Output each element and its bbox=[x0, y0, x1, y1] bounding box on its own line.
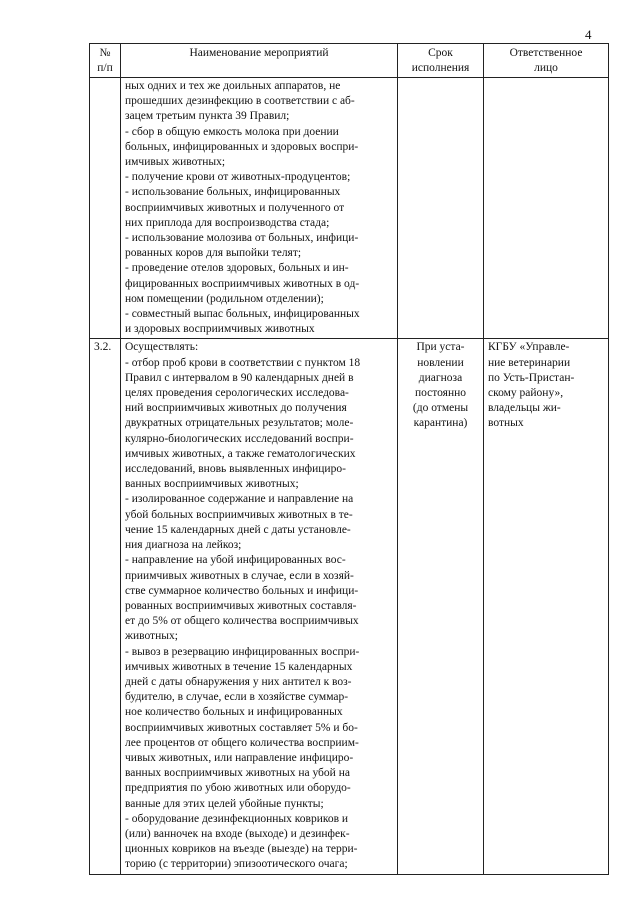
header-name-text: Наименование мероприятий bbox=[189, 47, 329, 59]
measure-text-line: исследований, вновь выявленных инфициро- bbox=[125, 463, 346, 476]
measure-text-line: больных, инфицированных и здоровых воспри- bbox=[125, 140, 359, 153]
term-cell bbox=[398, 339, 484, 874]
measure-text-line: ное количество больных и инфицированных bbox=[125, 706, 343, 719]
term-text-line: постоянно bbox=[414, 387, 467, 400]
measure-text-line: зацем третьим пункта 39 Правил; bbox=[125, 110, 290, 123]
responsible-cell bbox=[484, 78, 609, 339]
measure-text-line: предприятия по убою животных или оборудо- bbox=[125, 782, 351, 795]
responsible-text-line: КГБУ «Управле- bbox=[488, 341, 570, 354]
measure-text-line: ний восприимчивых животных до получения bbox=[125, 402, 347, 415]
term-text-line: (до отмены bbox=[412, 402, 469, 415]
measure-text-line: убой больных восприимчивых животных в те- bbox=[125, 508, 353, 521]
measure-text-line: них приплода для воспроизводства стада; bbox=[125, 216, 330, 229]
measure-text-line: - получение крови от животных-продуцентов; bbox=[125, 171, 351, 184]
measure-text-line: ном помещении (родильном отделении); bbox=[125, 292, 324, 305]
measure-cell bbox=[121, 339, 398, 874]
page-number: 4 bbox=[585, 27, 592, 42]
measure-text-line: приимчивых животных в случае, если в хозяй- bbox=[125, 569, 354, 582]
measure-text-line: кулярно-биологических исследований воспри- bbox=[125, 432, 354, 445]
plan-table bbox=[89, 43, 609, 875]
measure-text-line: имчивых животных, а также гематологических bbox=[125, 447, 356, 460]
measure-text-line: рованных восприимчивых животных составля- bbox=[125, 599, 357, 612]
measure-text-line: ных одних и тех же доильных аппаратов, не bbox=[125, 80, 341, 92]
measure-text-line: Правил с интервалом в 90 календарных дней в bbox=[125, 371, 354, 384]
header-term-line: исполнения bbox=[411, 61, 470, 74]
measure-text-line: фицированных восприимчивых животных в од- bbox=[125, 277, 360, 290]
row-number: 3.2. bbox=[94, 341, 112, 354]
measure-text-line: восприимчивых животных составляет 5% и бо- bbox=[125, 721, 358, 734]
measure-text-line: Осуществлять: bbox=[125, 341, 199, 354]
measure-text-line: - направление на убой инфицированных вос- bbox=[125, 554, 346, 567]
responsible-text-line: по Усть-Пристан- bbox=[488, 371, 575, 384]
measure-text-line: - изолированное содержание и направление на bbox=[125, 493, 354, 506]
measure-text-line: - сбор в общую емкость молока при доении bbox=[125, 125, 339, 138]
responsible-text-line: скому району», bbox=[488, 387, 564, 400]
table-row bbox=[90, 339, 609, 874]
measure-text-line: животных; bbox=[125, 630, 178, 643]
measure-text-line: имчивых животных в течение 15 календарных bbox=[125, 660, 353, 673]
measure-text-line: - вывоз в резервацию инфицированных воспри- bbox=[125, 645, 360, 658]
term-text-line: При уста- bbox=[416, 341, 465, 354]
responsible-text-line: ние ветеринарии bbox=[488, 356, 571, 369]
measure-text-line: - оборудование дезинфекционных ковриков и bbox=[125, 812, 349, 825]
responsible-cell bbox=[484, 339, 609, 874]
responsible-text-line: владельцы жи- bbox=[488, 402, 561, 415]
header-responsible-line: лицо bbox=[534, 61, 558, 74]
measure-text-line: - использование больных, инфицированных bbox=[125, 186, 341, 199]
measure-text-line: ет до 5% от общего количества восприимчивых bbox=[125, 615, 359, 628]
measure-text-line: чение 15 календарных дней с даты установле- bbox=[125, 523, 351, 536]
measure-text-line: (или) ванночек на входе (выходе) и дезинфек- bbox=[125, 827, 350, 840]
term-cell bbox=[398, 78, 484, 339]
header-num bbox=[90, 44, 121, 78]
measure-text-line: лее процентов от общего количества восприим- bbox=[125, 736, 359, 749]
measure-text-line: прошедших дезинфекцию в соответствии с аб- bbox=[125, 95, 355, 108]
row-number-cell bbox=[90, 78, 121, 339]
measure-text-line: имчивых животных; bbox=[125, 156, 226, 169]
measure-text-line: ния диагноза на лейкоз; bbox=[125, 539, 242, 552]
header-responsible-line: Ответственное bbox=[509, 47, 583, 59]
measure-text-line: ционных ковриков на въезде (выезде) на терри- bbox=[125, 843, 358, 856]
header-num-line: п/п bbox=[97, 61, 113, 74]
measure-text-line: целях проведения серологических исследова- bbox=[125, 387, 349, 400]
header-term bbox=[398, 44, 484, 78]
measure-text-line: - использование молозива от больных, инфици- bbox=[125, 232, 359, 245]
measure-text-line: - отбор проб крови в соответствии с пунктом 18 bbox=[125, 356, 361, 369]
measure-text-line: - совместный выпас больных, инфицированных bbox=[125, 308, 360, 321]
table-row bbox=[90, 78, 609, 339]
measure-text-line: восприимчивых животных и полученного от bbox=[125, 201, 345, 214]
measure-text-line: ванных восприимчивых животных на убой на bbox=[125, 767, 350, 780]
measure-text-line: и здоровых восприимчивых животных bbox=[125, 323, 315, 336]
measure-text-line: ванные для этих целей убойные пункты; bbox=[125, 797, 324, 810]
measure-text-line: торию (с территории) эпизоотического очага; bbox=[125, 858, 348, 871]
row-number-cell bbox=[90, 339, 121, 874]
header-responsible bbox=[484, 44, 609, 78]
measure-text-line: двукратных отрицательных результатов; моле- bbox=[125, 417, 354, 430]
header-term-line: Срок bbox=[428, 47, 453, 59]
measure-text-line: будителю, в случае, если в хозяйстве суммар- bbox=[125, 691, 349, 704]
measure-text-line: ванных восприимчивых животных; bbox=[125, 478, 299, 491]
measure-text-line: стве суммарное количество больных и инфици- bbox=[125, 584, 359, 597]
measure-text-line: рованных коров для выпойки телят; bbox=[125, 247, 302, 260]
measure-text-line: дней с даты обнаружения у них антител к воз- bbox=[125, 675, 352, 688]
measure-text-line: чивых животных, или направление инфициро- bbox=[125, 751, 354, 764]
header-name bbox=[121, 44, 398, 78]
term-text-line: диагноза bbox=[418, 371, 463, 384]
responsible-text-line: вотных bbox=[488, 417, 524, 430]
header-num-line: № bbox=[99, 47, 111, 59]
term-text-line: новлении bbox=[417, 356, 464, 369]
table-header-row bbox=[90, 44, 609, 78]
term-text-line: карантина) bbox=[413, 417, 468, 430]
measure-cell bbox=[121, 78, 398, 339]
measure-text-line: - проведение отелов здоровых, больных и ин- bbox=[125, 262, 349, 275]
